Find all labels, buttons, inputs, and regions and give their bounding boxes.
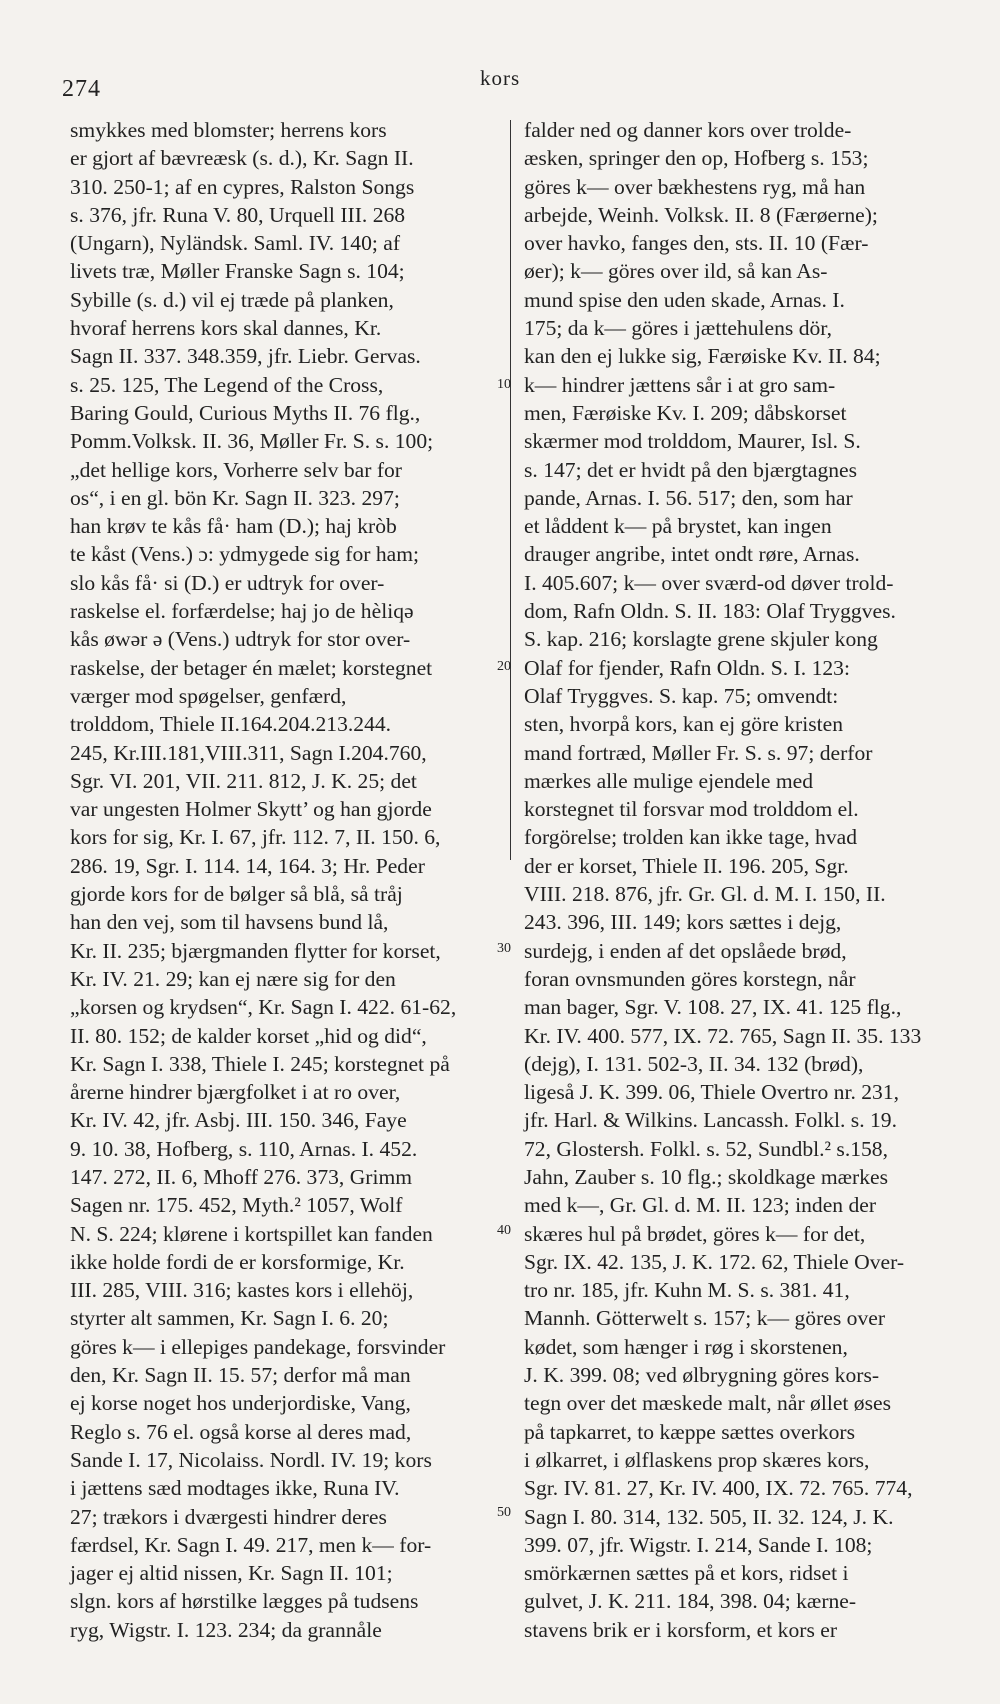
left-column-line: 9. 10. 38, Hofberg, s. 110, Arnas. I. 452.	[70, 1136, 418, 1161]
right-column-line: mand fortræd, Møller Fr. S. s. 97; derfor	[524, 740, 873, 765]
left-column-line: s. 376, jfr. Runa V. 80, Urquell III. 268	[70, 202, 406, 227]
left-column-line: II. 80. 152; de kalder korset „hid og did“,	[70, 1023, 427, 1048]
right-column-line: korstegnet til forsvar mod trolddom el.	[524, 797, 859, 822]
left-column-line: Baring Gould, Curious Myths II. 76 flg.,	[70, 400, 421, 425]
right-column-line: jfr. Harl. & Wilkins. Lancassh. Folkl. s. 19.	[524, 1108, 897, 1133]
right-column-line: ligeså J. K. 399. 06, Thiele Overtro nr. 231,	[524, 1080, 900, 1105]
right-column-line: Olaf for fjender, Rafn Oldn. S. I. 123:	[524, 655, 850, 680]
right-column-line: kan den ej lukke sig, Færøiske Kv. II. 84;	[524, 344, 881, 369]
line-marker-40: 40	[497, 1223, 511, 1238]
right-column-line: tro nr. 185, jfr. Kuhn M. S. s. 381. 41,	[524, 1278, 850, 1303]
right-column-line: Sgr. IX. 42. 135, J. K. 172. 62, Thiele Over-	[524, 1249, 905, 1274]
right-column-line: mund spise den uden skade, Arnas. I.	[524, 287, 845, 312]
left-column-line: gjorde kors for de bølger så blå, så tråj	[70, 882, 403, 907]
left-column-line: hvoraf herrens kors skal dannes, Kr.	[70, 316, 382, 341]
left-column-line: ej korse noget hos underjordiske, Vang,	[70, 1391, 411, 1416]
right-column-line: VIII. 218. 876, jfr. Gr. Gl. d. M. I. 150, II.	[524, 882, 886, 907]
right-column-line: I. 405.607; k— over sværd-od døver trold-	[524, 570, 894, 595]
right-column-line: S. kap. 216; korslagte grene skjuler kong	[524, 627, 878, 652]
right-column-line: surdejg, i enden af det opslåede brød,	[524, 938, 847, 963]
right-column-line: k— hindrer jættens sår i at gro sam-	[524, 372, 836, 397]
left-column-line: Kr. II. 235; bjærgmanden flytter for korset,	[70, 938, 441, 963]
right-column-line: sten, hvorpå kors, kan ej göre kristen	[524, 712, 844, 737]
left-column-line: han krøv te kås få· ham (D.); haj kròb	[70, 514, 397, 539]
left-column-line: Sybille (s. d.) vil ej træde på planken,	[70, 287, 394, 312]
left-column-line: slgn. kors af hørstilke lægges på tudsens	[70, 1589, 419, 1614]
right-column-line: Kr. IV. 400. 577, IX. 72. 765, Sagn II. 35. 133	[524, 1023, 922, 1048]
left-column-line: slo kås få· si (D.) er udtryk for over-	[70, 570, 385, 595]
left-column-line: raskelse el. forfærdelse; haj jo de hèliqə	[70, 599, 414, 624]
right-column-line: 72, Glostersh. Folkl. s. 52, Sundbl.² s.158,	[524, 1136, 889, 1161]
right-column-line: med k—, Gr. Gl. d. M. II. 123; inden der	[524, 1193, 877, 1218]
left-column-line: ryg, Wigstr. I. 123. 234; da grannåle	[70, 1617, 382, 1642]
left-column-line: Kr. Sagn I. 338, Thiele I. 245; korstegnet på	[70, 1051, 450, 1076]
left-column-line: raskelse, der betager én mælet; korstegnet	[70, 655, 433, 680]
left-column-line: Sgr. VI. 201, VII. 211. 812, J. K. 25; det	[70, 768, 417, 793]
right-column-line: skærmer mod trolddom, Maurer, Isl. S.	[524, 429, 861, 454]
left-column-line: Sagen nr. 175. 452, Myth.² 1057, Wolf	[70, 1193, 403, 1218]
right-column-line: falder ned og danner kors over trolde-	[524, 118, 852, 142]
right-column-line: gulvet, J. K. 211. 184, 398. 04; kærne-	[524, 1589, 857, 1614]
left-column-line: s. 25. 125, The Legend of the Cross,	[70, 372, 384, 397]
right-column-line: s. 147; det er hvidt på den bjærgtagnes	[524, 457, 858, 482]
right-column-line: göres k— over bækhestens ryg, må han	[524, 174, 866, 199]
right-column-line: pande, Arnas. I. 56. 517; den, som har	[524, 485, 853, 510]
right-column-line: mærkes alle mulige ejendele med	[524, 768, 814, 793]
left-column-line: smykkes med blomster; herrens kors	[70, 118, 387, 142]
column-divider	[510, 120, 511, 860]
right-column-line: J. K. 399. 08; ved ølbrygning göres kors-	[524, 1363, 880, 1388]
right-column-line: foran ovnsmunden göres korstegn, når	[524, 966, 856, 991]
left-column-line: årerne hindrer bjærgfolket i at ro over,	[70, 1080, 401, 1105]
left-column-line: færdsel, Kr. Sagn I. 49. 217, men k— for-	[70, 1532, 432, 1557]
left-column-line: Pomm.Volksk. II. 36, Møller Fr. S. s. 100;	[70, 429, 434, 454]
left-column-line: N. S. 224; klørene i kortspillet kan fanden	[70, 1221, 433, 1246]
left-column-line: Kr. IV. 21. 29; kan ej nære sig for den	[70, 966, 396, 991]
left-column-line: Reglo s. 76 el. også korse al deres mad,	[70, 1419, 412, 1444]
left-column-line: livets træ, Møller Franske Sagn s. 104;	[70, 259, 405, 284]
right-column-line: drauger angribe, intet ondt røre, Arnas.	[524, 542, 860, 567]
left-column-line: (Ungarn), Nyländsk. Saml. IV. 140; af	[70, 231, 401, 256]
left-column-line: er gjort af bævreæsk (s. d.), Kr. Sagn II.	[70, 146, 414, 171]
right-column-line: stavens brik er i korsform, et kors er	[524, 1617, 838, 1642]
line-marker-10: 10	[497, 377, 511, 392]
right-column-line: Jahn, Zauber s. 10 flg.; skoldkage mærkes	[524, 1164, 889, 1189]
right-column-line: man bager, Sgr. V. 108. 27, IX. 41. 125 flg.,	[524, 995, 902, 1020]
right-column-line: 243. 396, III. 149; kors sættes i dejg,	[524, 910, 842, 935]
left-column-line: i jættens sæd modtages ikke, Runa IV.	[70, 1476, 400, 1501]
right-column-line: i ølkarret, i ølflaskens prop skæres kors,	[524, 1447, 870, 1472]
line-marker-50: 50	[497, 1505, 511, 1520]
left-column-line: Sande I. 17, Nicolaiss. Nordl. IV. 19; kors	[70, 1447, 432, 1472]
left-column-line: jager ej altid nissen, Kr. Sagn II. 101;	[70, 1561, 393, 1586]
left-column-line: 245, Kr.III.181,VIII.311, Sagn I.204.760,	[70, 740, 427, 765]
left-column-line: Kr. IV. 42, jfr. Asbj. III. 150. 346, Faye	[70, 1108, 407, 1133]
right-column-line: kødet, som hænger i røg i skorstenen,	[524, 1334, 848, 1359]
right-column-line: Olaf Tryggves. S. kap. 75; omvendt:	[524, 683, 839, 708]
left-column-line: 286. 19, Sgr. I. 114. 14, 164. 3; Hr. Peder	[70, 853, 425, 878]
left-column-line: styrter alt sammen, Kr. Sagn I. 6. 20;	[70, 1306, 389, 1331]
right-column-line: et låddent k— på brystet, kan ingen	[524, 514, 832, 539]
right-column-line: skæres hul på brødet, göres k— for det,	[524, 1221, 866, 1246]
right-column-line: Mannh. Götterwelt s. 157; k— göres over	[524, 1306, 886, 1331]
left-column-line: trolddom, Thiele II.164.204.213.244.	[70, 712, 392, 737]
left-column-line: ikke holde fordi de er korsformige, Kr.	[70, 1249, 405, 1274]
line-marker-30: 30	[497, 941, 511, 956]
right-column-line: arbejde, Weinh. Volksk. II. 8 (Færøerne);	[524, 202, 878, 227]
left-column-line: göres k— i ellepiges pandekage, forsvinder	[70, 1334, 446, 1359]
left-column-line: te kåst (Vens.) ɔ: ydmygede sig for ham;	[70, 542, 420, 567]
left-column-line: værger mod spøgelser, genfærd,	[70, 683, 347, 708]
right-column	[524, 116, 970, 1644]
right-column-line: (dejg), I. 131. 502-3, II. 34. 132 (brød),	[524, 1051, 864, 1076]
left-column-line: III. 285, VIII. 316; kastes kors i ellehöj,	[70, 1278, 414, 1303]
right-column-line: over havko, fanges den, sts. II. 10 (Fær-	[524, 231, 869, 256]
right-column-line: forgörelse; trolden kan ikke tage, hvad	[524, 825, 857, 850]
left-column-line: han den vej, som til havsens bund lå,	[70, 910, 389, 935]
page-number: 274	[62, 76, 101, 102]
right-column-line: 399. 07, jfr. Wigstr. I. 214, Sande I. 108;	[524, 1532, 873, 1557]
right-column-line: tegn over det mæskede malt, når øllet øses	[524, 1391, 891, 1416]
right-column-line: Sgr. IV. 81. 27, Kr. IV. 400, IX. 72. 765. 774,	[524, 1476, 913, 1501]
left-column-line: 27; trækors i dværgesti hindrer deres	[70, 1504, 387, 1529]
right-column-line: der er korset, Thiele II. 196. 205, Sgr.	[524, 853, 849, 878]
left-column-line: Sagn II. 337. 348.359, jfr. Liebr. Gervas.	[70, 344, 421, 369]
right-column-line: men, Færøiske Kv. I. 209; dåbskorset	[524, 400, 847, 425]
left-column	[70, 116, 502, 1644]
right-column-line: øer); k— göres over ild, så kan As-	[524, 259, 828, 284]
right-column-line: på tapkarret, to kæppe sættes overkors	[524, 1419, 856, 1444]
right-column-line: dom, Rafn Oldn. S. II. 183: Olaf Tryggves.	[524, 599, 896, 624]
right-column-line: æsken, springer den op, Hofberg s. 153;	[524, 146, 869, 171]
left-column-line: „korsen og krydsen“, Kr. Sagn I. 422. 61-62,	[70, 995, 457, 1020]
left-column-line: den, Kr. Sagn II. 15. 57; derfor må man	[70, 1363, 411, 1388]
left-column-line: os“, i en gl. bön Kr. Sagn II. 323. 297;	[70, 485, 400, 510]
left-column-line: kors for sig, Kr. I. 67, jfr. 112. 7, II. 150. 6,	[70, 825, 441, 850]
running-head: kors	[480, 66, 521, 90]
left-column-line: 310. 250-1; af en cypres, Ralston Songs	[70, 174, 415, 199]
right-column-line: 175; da k— göres i jættehulens dör,	[524, 316, 833, 341]
left-column-line: „det hellige kors, Vorherre selv bar for	[70, 457, 402, 482]
left-column-line: var ungesten Holmer Skytt’ og han gjorde	[70, 797, 432, 822]
left-column-line: kås øwər ə (Vens.) udtryk for stor over-	[70, 627, 411, 652]
left-column-line: 147. 272, II. 6, Mhoff 276. 373, Grimm	[70, 1164, 413, 1189]
right-column-line: Sagn I. 80. 314, 132. 505, II. 32. 124, J. K.	[524, 1504, 894, 1529]
right-column-line: smörkærnen sættes på et kors, ridset i	[524, 1561, 849, 1586]
line-marker-20: 20	[497, 659, 511, 674]
